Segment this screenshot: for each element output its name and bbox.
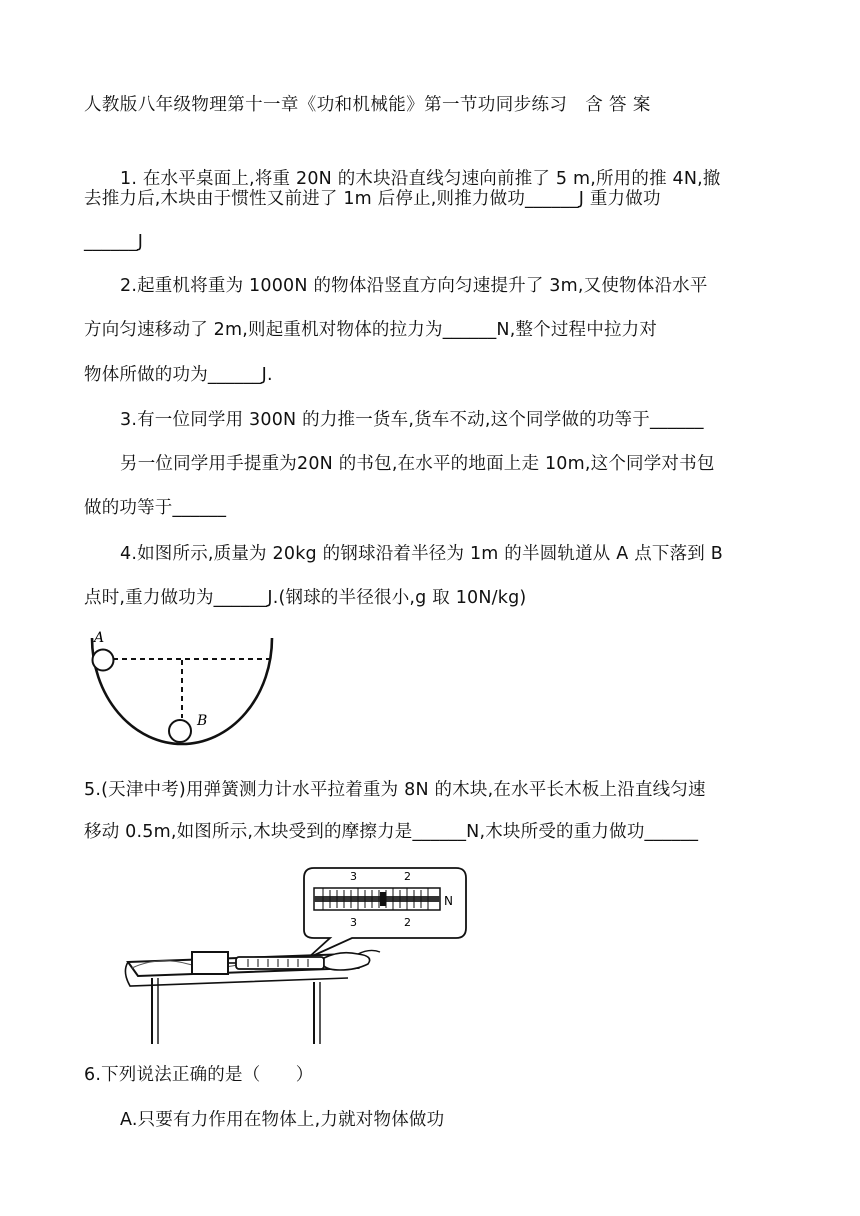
ball-b xyxy=(169,720,191,742)
spring-scale-figure xyxy=(118,860,480,1046)
scale-mark-top-1: 3 xyxy=(350,870,357,883)
question-4-line-1: 4.如图所示,质量为 20kg 的钢球沿着半径为 1m 的半圆轨道从 A 点下落到 B xyxy=(120,544,723,564)
spring-scale xyxy=(236,957,324,969)
question-1-line-2: 去推力后,木块由于惯性又前进了 1m 后停止,则推力做功______J 重力做功 xyxy=(84,189,661,209)
question-1-line-1: 1. 在水平桌面上,将重 20N 的木块沿直线匀速向前推了 5 m,所用的推 4N,撤 xyxy=(120,169,721,189)
question-3-line-3: 做的功等于______ xyxy=(84,498,227,518)
scale-mark-bottom-1: 3 xyxy=(350,916,357,929)
question-3-line-1: 3.有一位同学用 300N 的力推一货车,货车不动,这个同学做的功等于______ xyxy=(120,410,704,430)
question-4-line-2: 点时,重力做功为______J.(钢球的半径很小,g 取 10N/kg) xyxy=(84,588,527,608)
question-1-line-3: ______J xyxy=(84,232,144,252)
scale-mark-bottom-2: 2 xyxy=(404,916,411,929)
semicircle-track-figure xyxy=(80,622,285,750)
question-6-line-1: 6.下列说法正确的是（ ） xyxy=(84,1065,314,1085)
callout-bubble xyxy=(304,868,466,958)
question-2-line-2: 方向匀速移动了 2m,则起重机对物体的拉力为______N,整个过程中拉力对 xyxy=(84,320,658,340)
question-5-line-1: 5.(天津中考)用弹簧测力计水平拉着重为 8N 的木块,在水平长木板上沿直线匀速 xyxy=(84,780,706,800)
hand-wrist xyxy=(358,950,380,954)
question-2-line-3: 物体所做的功为______J. xyxy=(84,365,273,385)
question-6-option-a: A.只要有力作用在物体上,力就对物体做功 xyxy=(120,1110,445,1130)
label-b: B xyxy=(197,713,208,729)
question-5-line-2: 移动 0.5m,如图所示,木块受到的摩擦力是______N,木块所受的重力做功______ xyxy=(84,822,699,842)
label-a: A xyxy=(94,630,105,646)
question-2-line-1: 2.起重机将重为 1000N 的物体沿竖直方向匀速提升了 3m,又使物体沿水平 xyxy=(120,276,708,296)
document-title: 人教版八年级物理第十一章《功和机械能》第一节功同步练习 含 答 案 xyxy=(84,95,651,115)
scale-mark-top-2: 2 xyxy=(404,870,411,883)
ball-a xyxy=(93,650,114,671)
wooden-block xyxy=(192,952,228,974)
question-3-line-2: 另一位同学用手提重为20N 的书包,在水平的地面上走 10m,这个同学对书包 xyxy=(120,454,715,474)
scale-pointer xyxy=(380,892,386,906)
scale-unit: N xyxy=(444,894,453,908)
hand xyxy=(324,953,370,970)
